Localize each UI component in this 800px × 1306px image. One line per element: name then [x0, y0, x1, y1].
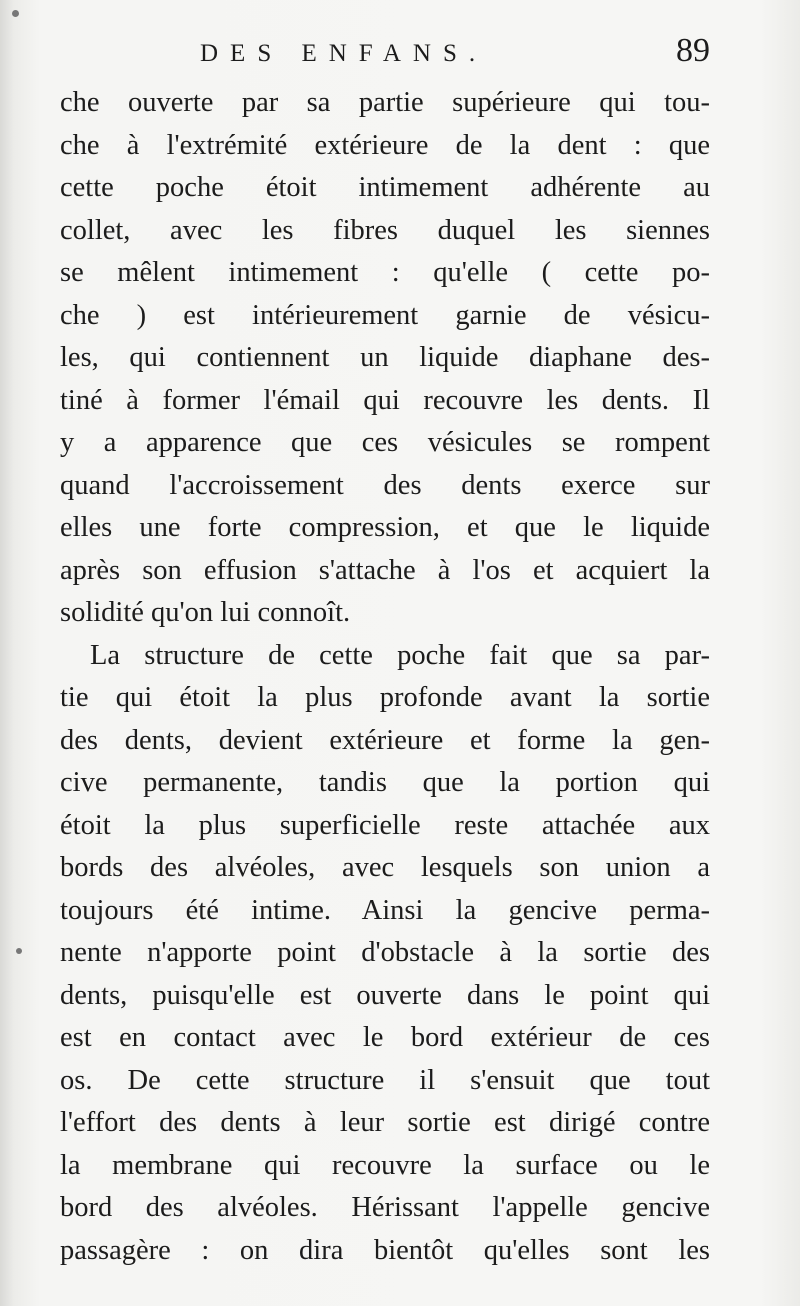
text-line: bord des alvéoles. Hérissant l'appelle gencive [60, 1192, 710, 1223]
text-line: bords des alvéoles, avec lesquels son union a [60, 852, 710, 883]
running-title: DES ENFANS. [200, 40, 488, 67]
page-header [60, 30, 710, 80]
text-line: quand l'accroissement des dents exerce sur [60, 469, 710, 501]
text-line: l'effort des dents à leur sortie est dirigé contre [60, 1107, 710, 1138]
ink-speck [16, 948, 22, 954]
text-line: che à l'extrémité extérieure de la dent : que [60, 129, 710, 161]
text-line: elles une forte compression, et que le liquide [60, 512, 710, 543]
text-line: des dents, devient extérieure et forme la gen- [60, 724, 710, 756]
text-line: solidité qu'on lui connoît. [60, 597, 351, 628]
body-text [60, 82, 710, 1272]
text-line: cette poche étoit intimement adhérente au [60, 172, 710, 203]
text-line: collet, avec les fibres duquel les siennes [60, 214, 710, 246]
text-line: che ouverte par sa partie supérieure qui tou- [60, 87, 710, 118]
text-line: La structure de cette poche fait que sa par- [90, 639, 710, 671]
text-line: toujours été intime. Ainsi la gencive perma- [60, 894, 710, 926]
text-line: dents, puisqu'elle est ouverte dans le point qui [60, 979, 710, 1011]
text-line: cive permanente, tandis que la portion qui [60, 767, 710, 798]
ink-speck [12, 10, 19, 17]
text-line: après son effusion s'attache à l'os et acquiert la [60, 554, 710, 586]
text-line: les, qui contiennent un liquide diaphane des- [60, 342, 710, 373]
text-line: étoit la plus superficielle reste attachée aux [60, 809, 710, 841]
text-line: che ) est intérieurement garnie de vésicu- [60, 299, 710, 331]
text-line: la membrane qui recouvre la surface ou le [60, 1149, 710, 1181]
text-line: y a apparence que ces vésicules se rompent [60, 427, 710, 458]
page-number: 89 [676, 32, 710, 69]
text-line: tie qui étoit la plus profonde avant la sortie [60, 682, 710, 713]
text-line: est en contact avec le bord extérieur de ces [60, 1022, 710, 1053]
text-line: os. De cette structure il s'ensuit que tout [60, 1064, 710, 1096]
text-line: nente n'apporte point d'obstacle à la sortie des [60, 937, 710, 968]
text-line: tiné à former l'émail qui recouvre les dents. Il [60, 384, 710, 416]
text-line: se mêlent intimement : qu'elle ( cette po- [60, 257, 710, 288]
text-line: passagère : on dira bientôt qu'elles sont les [60, 1234, 710, 1266]
